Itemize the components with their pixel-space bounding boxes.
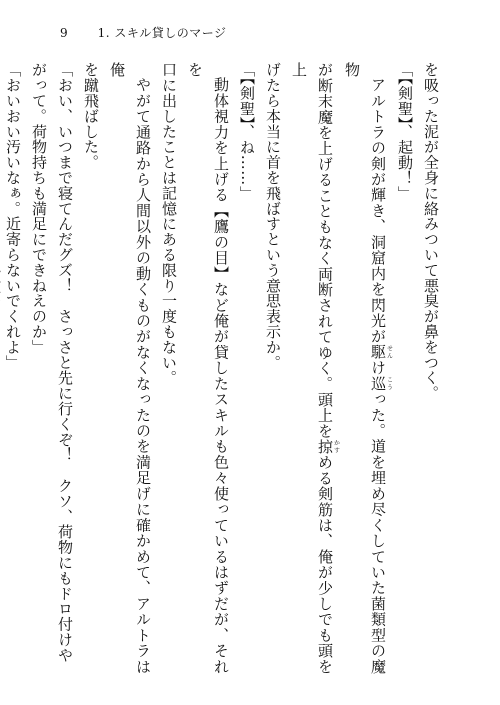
ruby-base: 掠	[316, 438, 334, 455]
text-run: が断末魔を上げることもなく両断されてゆく。頭上を	[316, 62, 334, 439]
text-run: げたら本当に首を飛ばすという意思表示か。	[264, 62, 282, 370]
text-line	[260, 62, 286, 674]
ruby-base: 駆	[369, 344, 387, 360]
running-head	[60, 26, 227, 40]
text-run: け	[369, 359, 387, 376]
text-run: 「【剣聖】、ね……」	[238, 62, 256, 201]
text-line	[78, 62, 104, 674]
text-run: アルトラの剣が輝き、洞窟内を閃光が	[369, 77, 387, 345]
ruby-annotation	[369, 344, 393, 360]
text-line	[104, 62, 156, 674]
text-line	[0, 62, 26, 674]
text-run: った。道を埋め尽くしていた菌類型の魔物	[343, 62, 387, 674]
text-line	[156, 62, 182, 674]
text-run: 動体視力を上げる【鷹の目】など俺が貸したスキルも色々使っているはずだが、それを	[186, 62, 230, 674]
text-run: 口に出したことは記憶にある限り一度もない。	[160, 62, 178, 386]
text-line	[234, 62, 260, 674]
text-run: 「おい、いつまで寝てんだグズ！ さっさと先に行くぞ！ クソ、荷物にもドロ付けや	[56, 62, 74, 663]
text-run: 「【剣聖】、起動！」	[396, 62, 414, 201]
page-number: 9	[60, 26, 68, 40]
ruby-base: 巡	[369, 375, 387, 392]
ruby-annotation	[316, 438, 340, 455]
ruby-annotation	[369, 375, 393, 392]
ruby-reading: せん	[385, 344, 393, 360]
ruby-reading: こう	[385, 375, 393, 392]
text-line	[182, 62, 234, 674]
ruby-reading	[0, 298, 1, 313]
chapter-title: 1. スキル貸しのマージ	[97, 26, 227, 40]
text-line	[339, 62, 392, 674]
text-line	[26, 62, 52, 674]
text-run: がって。荷物持ちも満足にできねえのか」	[30, 62, 48, 355]
text-line	[418, 62, 444, 674]
text-line	[392, 62, 418, 674]
ruby-reading: かす	[332, 438, 340, 455]
text-line	[52, 62, 78, 674]
body-text	[4, 62, 444, 674]
text-run: める剣筋は、俺が少しでも頭を上	[290, 62, 334, 674]
text-run: やがて通路から人間以外の動くものがなくなったのを満足げに確かめて、アルトラは俺	[108, 62, 152, 674]
text-line	[286, 62, 339, 674]
text-run: を吸った泥が全身に絡みついて悪臭が鼻をつく。	[422, 62, 440, 401]
text-run: を蹴飛ばした。	[82, 62, 100, 170]
ruby-reading	[0, 266, 1, 297]
text-run: 「おいおい汚いなぁ。近寄らないでくれよ」	[4, 62, 22, 370]
